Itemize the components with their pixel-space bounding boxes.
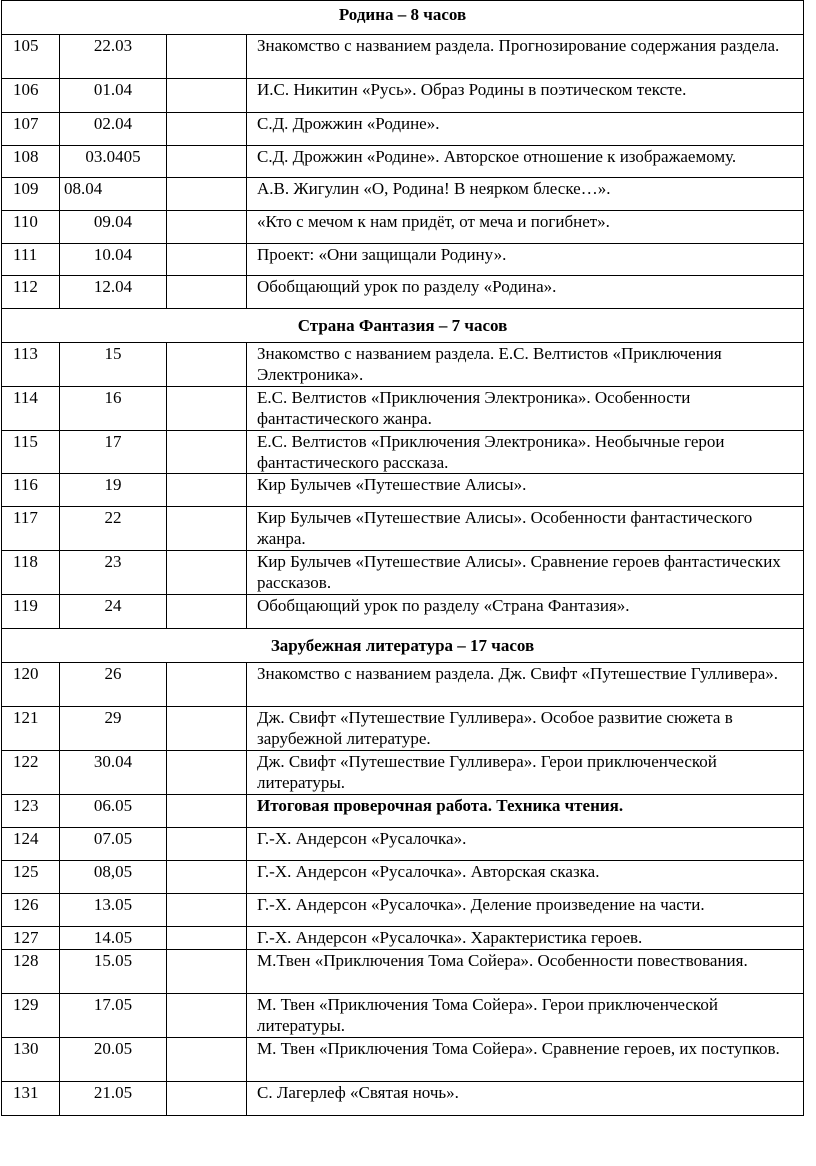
section-header bbox=[2, 629, 804, 663]
lesson-number: 130 bbox=[2, 1038, 60, 1082]
lesson-number: 125 bbox=[2, 861, 60, 894]
lesson-number: 108 bbox=[2, 146, 60, 178]
table-row bbox=[2, 343, 804, 387]
lesson-date: 23 bbox=[60, 551, 167, 595]
lesson-topic: Г.-Х. Андерсон «Русалочка». bbox=[247, 828, 804, 861]
empty-cell bbox=[167, 894, 247, 927]
lesson-date: 09.04 bbox=[60, 211, 167, 244]
empty-cell bbox=[167, 861, 247, 894]
empty-cell bbox=[167, 595, 247, 629]
empty-cell bbox=[167, 795, 247, 828]
lesson-topic: Дж. Свифт «Путешествие Гулливера». Особое развитие сюжета в зарубежной литературе. bbox=[247, 707, 804, 751]
lesson-date: 26 bbox=[60, 663, 167, 707]
lesson-topic: Проект: «Они защищали Родину». bbox=[247, 244, 804, 276]
section-title: Родина – 8 часов bbox=[2, 1, 804, 35]
table-row bbox=[2, 211, 804, 244]
lesson-number: 120 bbox=[2, 663, 60, 707]
lesson-number: 129 bbox=[2, 994, 60, 1038]
lesson-number: 121 bbox=[2, 707, 60, 751]
lesson-date: 13.05 bbox=[60, 894, 167, 927]
section-title: Страна Фантазия – 7 часов bbox=[2, 309, 804, 343]
table-row bbox=[2, 507, 804, 551]
table-row bbox=[2, 387, 804, 431]
empty-cell bbox=[167, 211, 247, 244]
empty-cell bbox=[167, 146, 247, 178]
table-row bbox=[2, 751, 804, 795]
lesson-date: 21.05 bbox=[60, 1082, 167, 1116]
lesson-number: 122 bbox=[2, 751, 60, 795]
table-row bbox=[2, 861, 804, 894]
table-row bbox=[2, 595, 804, 629]
table-row bbox=[2, 178, 804, 211]
empty-cell bbox=[167, 178, 247, 211]
empty-cell bbox=[167, 1082, 247, 1116]
lesson-topic: Знакомство с названием раздела. Прогнозирование содержания раздела. bbox=[247, 35, 804, 79]
table-row bbox=[2, 113, 804, 146]
lesson-number: 127 bbox=[2, 927, 60, 950]
table-row bbox=[2, 1082, 804, 1116]
lesson-number: 105 bbox=[2, 35, 60, 79]
table-row bbox=[2, 894, 804, 927]
lesson-topic: Обобщающий урок по разделу «Родина». bbox=[247, 276, 804, 309]
lesson-date: 15.05 bbox=[60, 950, 167, 994]
lesson-date: 08.04 bbox=[60, 178, 167, 211]
empty-cell bbox=[167, 276, 247, 309]
lesson-topic: М. Твен «Приключения Тома Сойера». Герои приключенческой литературы. bbox=[247, 994, 804, 1038]
table-row bbox=[2, 994, 804, 1038]
empty-cell bbox=[167, 507, 247, 551]
table-row bbox=[2, 79, 804, 113]
table-row bbox=[2, 828, 804, 861]
table-row bbox=[2, 146, 804, 178]
lesson-number: 131 bbox=[2, 1082, 60, 1116]
lesson-date: 22.03 bbox=[60, 35, 167, 79]
section-header bbox=[2, 309, 804, 343]
lesson-date: 01.04 bbox=[60, 79, 167, 113]
lesson-topic: М. Твен «Приключения Тома Сойера». Сравнение героев, их поступков. bbox=[247, 1038, 804, 1082]
lesson-date: 12.04 bbox=[60, 276, 167, 309]
lesson-topic: Кир Булычев «Путешествие Алисы». Особенности фантастического жанра. bbox=[247, 507, 804, 551]
lesson-date: 08,05 bbox=[60, 861, 167, 894]
lesson-topic: Знакомство с названием раздела. Е.С. Велтистов «Приключения Электроника». bbox=[247, 343, 804, 387]
lesson-number: 123 bbox=[2, 795, 60, 828]
lesson-number: 116 bbox=[2, 474, 60, 507]
table-row bbox=[2, 276, 804, 309]
table-row bbox=[2, 663, 804, 707]
lesson-date: 14.05 bbox=[60, 927, 167, 950]
lesson-number: 111 bbox=[2, 244, 60, 276]
lesson-date: 17 bbox=[60, 431, 167, 474]
lesson-number: 126 bbox=[2, 894, 60, 927]
table-row bbox=[2, 35, 804, 79]
lesson-topic: И.С. Никитин «Русь». Образ Родины в поэтическом тексте. bbox=[247, 79, 804, 113]
lesson-date: 10.04 bbox=[60, 244, 167, 276]
lesson-topic: Кир Булычев «Путешествие Алисы». Сравнение героев фантастических рассказов. bbox=[247, 551, 804, 595]
table-row bbox=[2, 474, 804, 507]
empty-cell bbox=[167, 244, 247, 276]
lesson-topic: С.Д. Дрожжин «Родине». Авторское отношение к изображаемому. bbox=[247, 146, 804, 178]
lesson-date: 19 bbox=[60, 474, 167, 507]
section-title: Зарубежная литература – 17 часов bbox=[2, 629, 804, 663]
lesson-topic: Кир Булычев «Путешествие Алисы». bbox=[247, 474, 804, 507]
empty-cell bbox=[167, 1038, 247, 1082]
empty-cell bbox=[167, 431, 247, 474]
lesson-topic: Знакомство с названием раздела. Дж. Свифт «Путешествие Гулливера». bbox=[247, 663, 804, 707]
lesson-number: 118 bbox=[2, 551, 60, 595]
lesson-number: 128 bbox=[2, 950, 60, 994]
lesson-topic: Г.-Х. Андерсон «Русалочка». Деление произведение на части. bbox=[247, 894, 804, 927]
lesson-date: 07.05 bbox=[60, 828, 167, 861]
lesson-number: 112 bbox=[2, 276, 60, 309]
table-row bbox=[2, 950, 804, 994]
empty-cell bbox=[167, 751, 247, 795]
empty-cell bbox=[167, 551, 247, 595]
lesson-topic: Дж. Свифт «Путешествие Гулливера». Герои приключенческой литературы. bbox=[247, 751, 804, 795]
empty-cell bbox=[167, 994, 247, 1038]
lesson-date: 06.05 bbox=[60, 795, 167, 828]
table-row bbox=[2, 1038, 804, 1082]
lesson-number: 107 bbox=[2, 113, 60, 146]
lesson-date: 02.04 bbox=[60, 113, 167, 146]
lesson-topic: С. Лагерлеф «Святая ночь». bbox=[247, 1082, 804, 1116]
empty-cell bbox=[167, 927, 247, 950]
lesson-date: 30.04 bbox=[60, 751, 167, 795]
lesson-topic: Е.С. Велтистов «Приключения Электроника». Необычные герои фантастического рассказа. bbox=[247, 431, 804, 474]
section-header bbox=[2, 1, 804, 35]
lesson-date: 22 bbox=[60, 507, 167, 551]
lesson-date: 20.05 bbox=[60, 1038, 167, 1082]
lesson-date: 03.0405 bbox=[60, 146, 167, 178]
lesson-topic: М.Твен «Приключения Тома Сойера». Особенности повествования. bbox=[247, 950, 804, 994]
lesson-number: 115 bbox=[2, 431, 60, 474]
empty-cell bbox=[167, 663, 247, 707]
lesson-number: 110 bbox=[2, 211, 60, 244]
lesson-number: 124 bbox=[2, 828, 60, 861]
empty-cell bbox=[167, 828, 247, 861]
empty-cell bbox=[167, 343, 247, 387]
lesson-number: 106 bbox=[2, 79, 60, 113]
empty-cell bbox=[167, 35, 247, 79]
empty-cell bbox=[167, 474, 247, 507]
lesson-number: 117 bbox=[2, 507, 60, 551]
lesson-topic: Итоговая проверочная работа. Техника чтения. bbox=[247, 795, 804, 828]
lesson-topic: «Кто с мечом к нам придёт, от меча и погибнет». bbox=[247, 211, 804, 244]
lesson-number: 119 bbox=[2, 595, 60, 629]
lesson-topic: С.Д. Дрожжин «Родине». bbox=[247, 113, 804, 146]
lesson-topic: А.В. Жигулин «О, Родина! В неярком блеске…». bbox=[247, 178, 804, 211]
lesson-date: 17.05 bbox=[60, 994, 167, 1038]
table-row bbox=[2, 707, 804, 751]
empty-cell bbox=[167, 79, 247, 113]
empty-cell bbox=[167, 950, 247, 994]
empty-cell bbox=[167, 387, 247, 431]
table-row bbox=[2, 551, 804, 595]
table-row bbox=[2, 431, 804, 474]
lesson-date: 15 bbox=[60, 343, 167, 387]
lesson-date: 29 bbox=[60, 707, 167, 751]
lesson-topic: Е.С. Велтистов «Приключения Электроника». Особенности фантастического жанра. bbox=[247, 387, 804, 431]
table-row bbox=[2, 244, 804, 276]
table-row bbox=[2, 927, 804, 950]
lesson-number: 109 bbox=[2, 178, 60, 211]
lesson-date: 16 bbox=[60, 387, 167, 431]
lesson-date: 24 bbox=[60, 595, 167, 629]
lesson-topic: Обобщающий урок по разделу «Страна Фантазия». bbox=[247, 595, 804, 629]
lesson-number: 113 bbox=[2, 343, 60, 387]
empty-cell bbox=[167, 113, 247, 146]
lesson-number: 114 bbox=[2, 387, 60, 431]
lesson-plan-table bbox=[1, 0, 804, 1116]
lesson-topic: Г.-Х. Андерсон «Русалочка». Характеристика героев. bbox=[247, 927, 804, 950]
empty-cell bbox=[167, 707, 247, 751]
table-row bbox=[2, 795, 804, 828]
lesson-topic: Г.-Х. Андерсон «Русалочка». Авторская сказка. bbox=[247, 861, 804, 894]
